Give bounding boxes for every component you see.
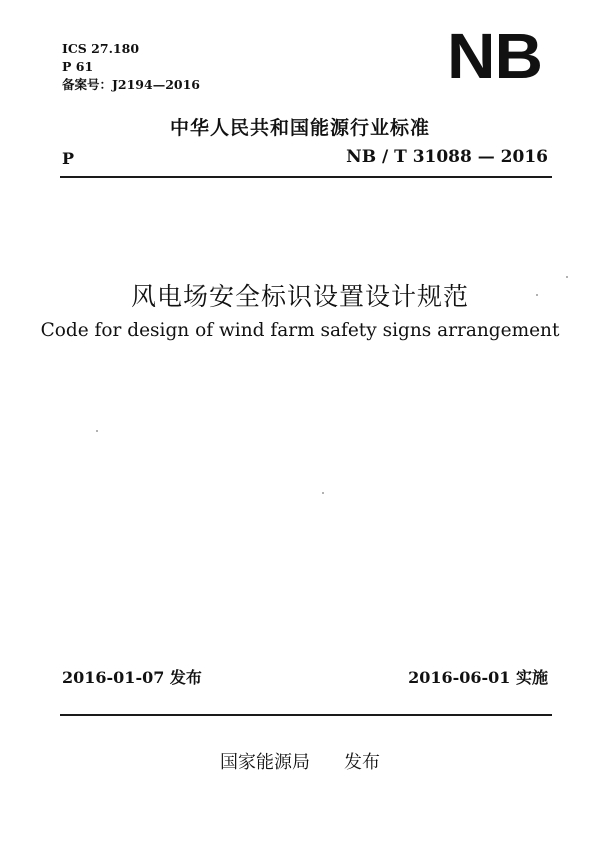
- ccs-code: P 61: [62, 59, 94, 74]
- publisher-action: 发布: [344, 752, 380, 773]
- standard-number: NB / T 31088 — 2016: [346, 147, 548, 167]
- bottom-divider: [60, 714, 552, 716]
- classification-code: P: [62, 149, 75, 168]
- nb-logo: NB: [447, 20, 542, 92]
- issue-date: 2016-01-07 发布: [62, 668, 202, 687]
- title-chinese: 风电场安全标识设置设计规范: [130, 282, 469, 311]
- scan-speck: [96, 430, 98, 432]
- implementation-date: 2016-06-01 实施: [408, 668, 548, 687]
- scan-speck: [536, 294, 538, 296]
- record-number: 备案号：J2194—2016: [62, 77, 200, 92]
- scan-speck: [322, 492, 324, 494]
- publisher-name: 国家能源局: [220, 752, 310, 773]
- header-meta: [62, 40, 200, 94]
- scan-speck: [566, 276, 568, 278]
- top-divider: [60, 176, 552, 178]
- publisher: [0, 748, 600, 774]
- title-english: Code for design of wind farm safety signs arrangement: [40, 320, 560, 341]
- issuer-standard: 中华人民共和国能源行业标准: [169, 117, 430, 139]
- ics-code: ICS 27.180: [62, 41, 140, 56]
